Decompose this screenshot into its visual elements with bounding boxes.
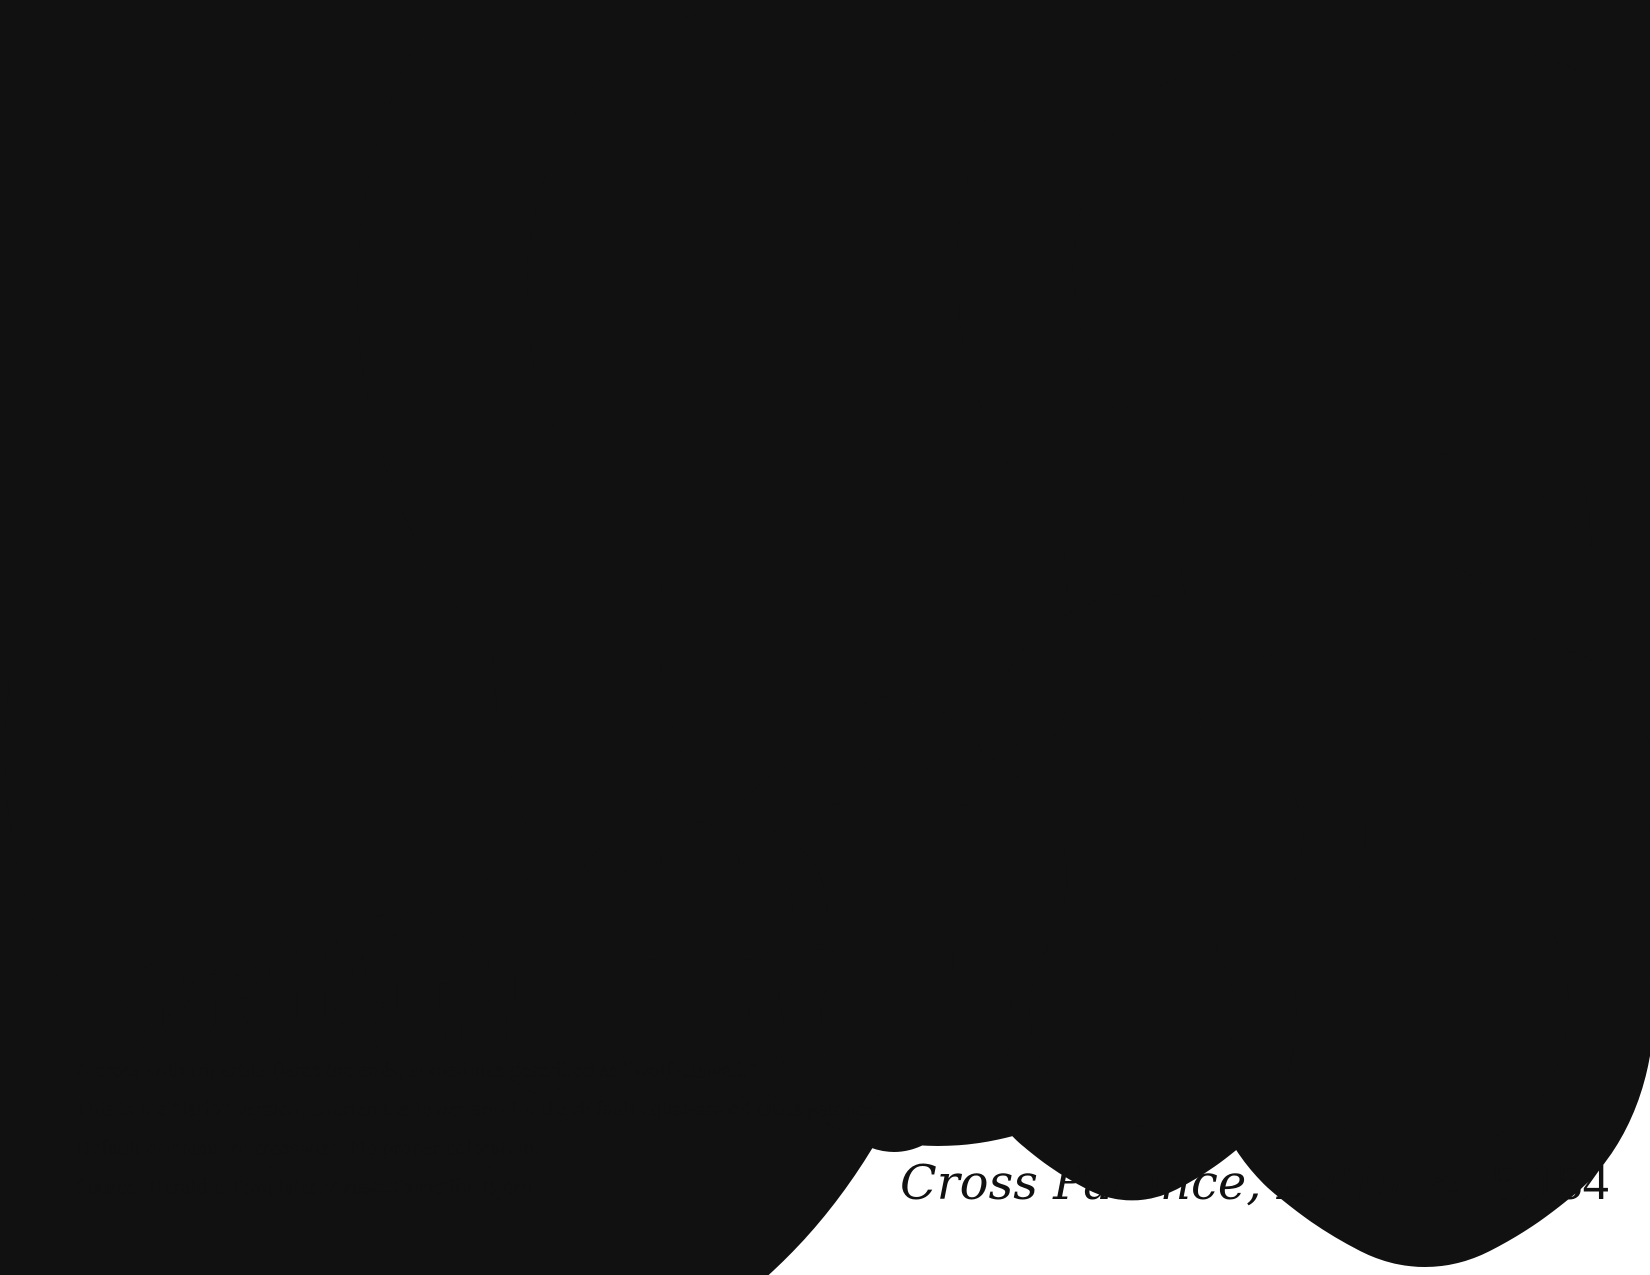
cross-figure-8 [486, 890, 600, 1044]
description-line: Default orientation: crosswise. No proper coloration. [75, 1135, 540, 1160]
cross-figure-10 [275, 944, 348, 1042]
description-line: A cross with tripartite flares the ends, sometimes described as “wolf-clawed.” [75, 1057, 758, 1082]
title-name: Cross Patonce, Latin [900, 1155, 1403, 1211]
description-line: Source: Heraldic Templates. Artist: Torric inn Björn. [75, 1174, 538, 1199]
cross-figure-7 [628, 852, 771, 1044]
cross-figure-9 [372, 920, 464, 1044]
page-title [900, 1147, 1609, 1219]
cross-figure-11 [196, 961, 255, 1041]
cross-figure-12 [131, 976, 180, 1040]
fleuron-icon: ❧ [1428, 1159, 1466, 1210]
title-number: 5.154 [1491, 1154, 1609, 1211]
description-line: This is the “latin” version; shorten the lower arm for the default equal-armed cross patonce. [75, 1096, 881, 1121]
cross-figure-6 [804, 804, 984, 1044]
